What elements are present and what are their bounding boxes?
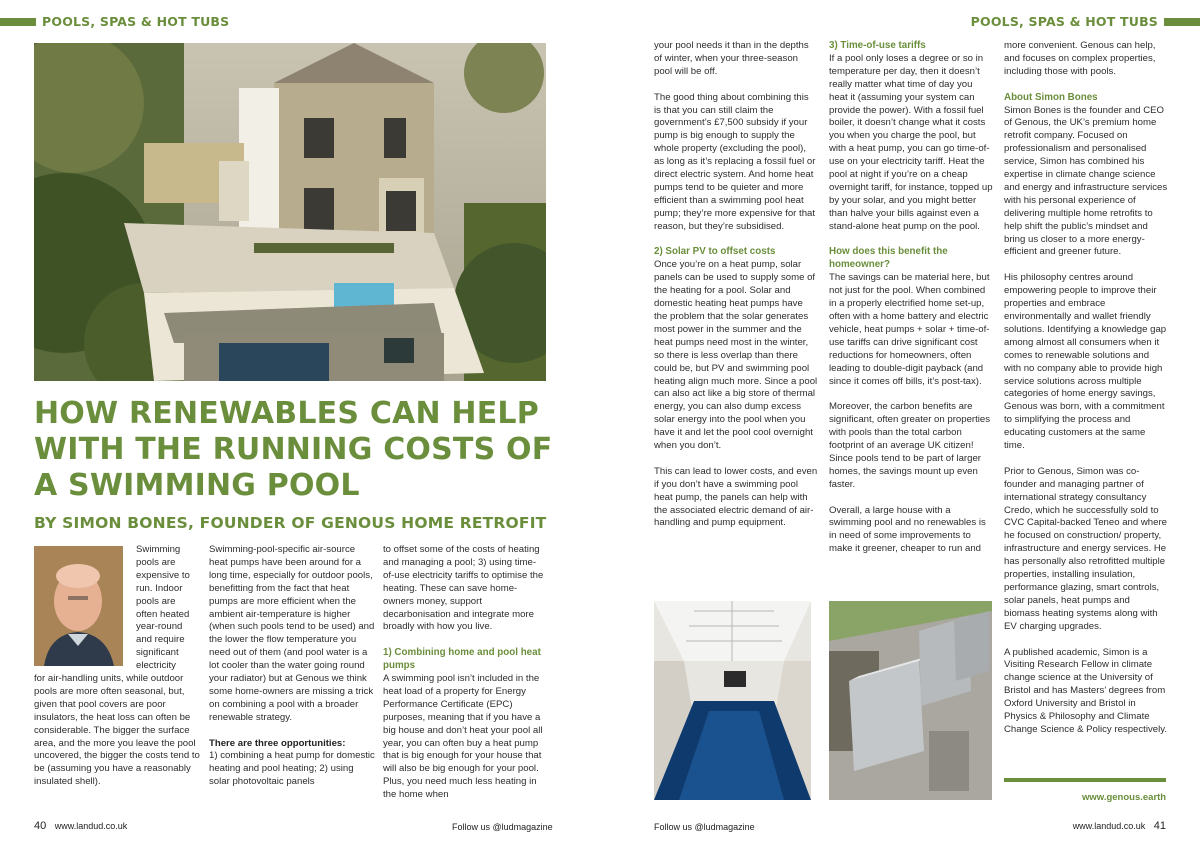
heat-pump-units-photo — [829, 601, 992, 800]
intro-line: Swimming — [136, 544, 181, 555]
paragraph: This can lead to lower costs, and even if you don’t have a swimming pool heat pump, the panels can help with the associated electric demand of air-handling and pump equipment. — [654, 465, 818, 529]
column-5 — [829, 40, 993, 569]
footer-left — [34, 820, 127, 832]
column-3 — [383, 544, 547, 815]
page-number-right: 41 — [1153, 820, 1166, 832]
paragraph: The good thing about combining this is that you can still claim the government’s £7,500 subsidy if your pump is big enough to supply the whole property (excluding the pool), as long as it’s replacing a fossil fuel or direct electric system. And home heat pumps tend to be quieter and more efficient than a swimming pool heat pump; they’re more expensive for that reason, but they’re subsidised. — [654, 91, 816, 232]
section-bar-left — [0, 18, 36, 26]
opportunities-lead: There are three opportunities: — [209, 737, 346, 749]
author-portrait — [34, 546, 123, 666]
paragraph: for air-handling units, while outdoor pools are more often seasonal, but, given that pool covers are poor insulators, the heat loss can often be considerable. The bigger the surface area, and the more you leave the pool uncovered, the bigger the costs tend to be (assuming you have a reasonably insulated shell). — [34, 673, 200, 788]
website-link[interactable]: www.genous.earth — [1082, 792, 1167, 803]
paragraph: more convenient. Genous can help, and focuses on complex properties, including those with pools. — [1004, 40, 1156, 77]
paragraph: your pool needs it than in the depths of winter, when your three-season pool will be off. — [654, 40, 809, 77]
subheading: How does this benefit the homeowner? — [829, 246, 948, 271]
column-1-rest — [34, 673, 200, 802]
article-byline: BY SIMON BONES, FOUNDER OF GENOUS HOME RETROFIT — [34, 514, 547, 532]
indoor-pool-photo — [654, 601, 811, 800]
column-4 — [654, 40, 818, 543]
intro-line: run. Indoor — [136, 582, 183, 594]
footer-right — [1073, 820, 1166, 832]
paragraph: If a pool only loses a degree or so in temperature per day, then it doesn’t really matter what time of day you heat it (assuming your system can provide the power). With a fossil fuel boiler, it doesn’t change what it costs you when you charge the pool, but with a heat pump, you can go time-of-use on your electricity tariff. Heat the pool at night if you’re on a cheap overnight tariff, for instance, topped up by your solar, and you might better than halve your bills against even a stand-alone heat pump on the pool. — [829, 52, 993, 232]
section-title-right: POOLS, SPAS & HOT TUBS — [970, 14, 1158, 29]
footer-site-left[interactable]: www.landud.co.uk — [54, 821, 128, 831]
intro-line: pools are — [136, 595, 176, 607]
section-bar-right — [1164, 18, 1200, 26]
subheading: About Simon Bones — [1004, 91, 1098, 103]
footer-site-right[interactable]: www.landud.co.uk — [1072, 821, 1146, 831]
website-rule — [1004, 778, 1166, 782]
subheading: 3) Time-of-use tariffs — [829, 40, 926, 51]
paragraph: His philosophy centres around empowering people to improve their properties and embrace environmentally and wallet friendly solutions. Identifying a knowledge gap among almost all consumers when it comes to renewable solutions and with no company able to provide high service solutions across multiple categories of home energy savings, Genous was born, with a commitment to simplifying the process and educating customers at the same time. — [1004, 272, 1167, 452]
column-6 — [1004, 40, 1168, 750]
paragraph: Overall, a large house with a swimming pool and no renewables is in need of some improvements to make it greener, cheaper to run and — [829, 504, 986, 555]
paragraph: Swimming-pool-specific air-source heat pumps have been around for a long time, especially for outdoor pools, benefitting from the fact that heat pumps are more efficient when the ambient air-temperature is higher (when such pools tend to be used) and the lower the flow temperature you need out of them (and pool water is a lot cooler than the water going round your radiator) but at Genous we think some home-owners are missing a trick on combining a pool with a broader renewable strategy. — [209, 544, 375, 723]
intro-line: electricity — [136, 660, 176, 672]
intro-line: pools are — [136, 556, 176, 568]
paragraph: 1) combining a heat pump for domestic heating and pool heating; 2) using solar photovoltaic panels — [209, 750, 375, 788]
paragraph: Once you’re on a heat pump, solar panels can be used to supply some of the heating for a pool. Solar and domestic heating heat pumps have the problem that the solar generates most power in the summer and the heat pumps need most in the winter, so there is less overlap than there could be, but PV and swimming pool heating align much more. Since a pool can also act like a big store of thermal energy, you can also dump excess solar energy into the pool when you have it and let the pool cool overnight when you don’t. — [654, 259, 818, 452]
subheading: 1) Combining home and pool heat pumps — [383, 647, 541, 672]
paragraph: Simon Bones is the founder and CEO of Genous, the UK’s premium home retrofit company. Focused on professionalism and personalised service, Simon has combined his expertise in climate change science and energy and infrastructure services with his personal experience of delivering multiple home retrofits to help shift the public’s mindset and bring us closer to a more energy-efficient and greener future. — [1004, 104, 1168, 258]
section-title-left: POOLS, SPAS & HOT TUBS — [42, 14, 230, 29]
intro-line: significant — [136, 647, 179, 659]
intro-line: expensive to — [136, 569, 190, 581]
column-2 — [209, 544, 375, 802]
paragraph: A published academic, Simon is a Visiting Research Fellow in climate change science at the University of Bristol and has Masters’ degrees from Oxford University and Bristol in Physics & Philosophy and Climate Change Science & Policy respectively. — [1004, 646, 1167, 735]
intro-line: year-round — [136, 621, 183, 633]
footer-follow-left[interactable]: Follow us @ludmagazine — [452, 822, 553, 832]
footer-follow-right[interactable]: Follow us @ludmagazine — [654, 822, 755, 832]
column-1 — [136, 544, 202, 673]
intro-line: and require — [136, 634, 185, 646]
paragraph: A swimming pool isn’t included in the heat load of a property for Energy Performance Certificate (EPC) purposes, meaning that if you have a big house and don’t heat your pool all year, you can often buy a heat pump that is big enough for your house that will also be big enough for your pool. Plus, you need much less heating in the home when — [383, 673, 543, 801]
intro-line: often heated — [136, 608, 190, 620]
subheading: 2) Solar PV to offset costs — [654, 246, 776, 258]
house-aerial-photo — [34, 43, 546, 381]
paragraph: Moreover, the carbon benefits are significant, often greater on properties with pools than the total carbon footprint of an average UK citizen! Since pools tend to be part of larger homes, the savings mount up even faster. — [829, 401, 991, 490]
paragraph: Prior to Genous, Simon was co-founder and managing partner of international strategy consultancy Credo, which he successfully sold to CVC Capital-backed Teneo and where he focused on construction/ property, infrastructure and energy services. He has personally also retrofitted multiple properties, installing insulation, performance glazing, smart controls, solar panels, heat pumps and biomass heating systems along with EV charging upgrades. — [1004, 465, 1168, 632]
article-headline: HOW RENEWABLES CAN HELP WITH THE RUNNING COSTS OF A SWIMMING POOL — [34, 396, 553, 503]
paragraph: The savings can be material here, but not just for the pool. When combined in a properly electrified home set-up, often with a home battery and electric vehicle, heat pumps + solar + time-of-use tariffs can drive significant cost reductions for homeowners, often leading to double-digit payback (and since it comes off bills, it’s post-tax). — [829, 272, 990, 387]
paragraph: to offset some of the costs of heating and managing a pool; 3) using time-of-use electricity tariffs to optimise the heating. These can save home-owners money, support decarbonisation and integrate more broadly with how you live. — [383, 544, 544, 633]
page-number-left: 40 — [34, 820, 47, 832]
